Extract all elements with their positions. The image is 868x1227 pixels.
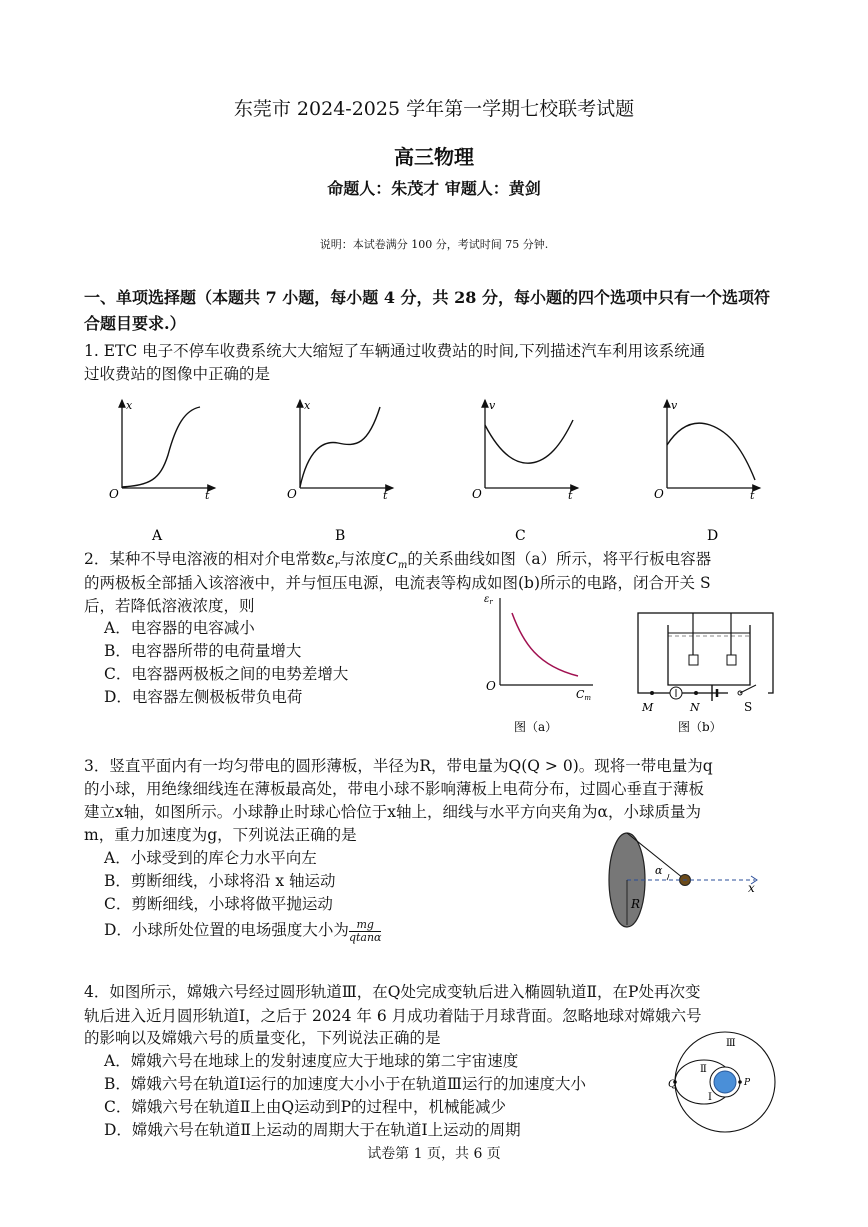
q4-orbit-figure <box>668 1030 778 1140</box>
q1-b-xaxis: t <box>383 489 388 502</box>
q2-line1: 2．某种不导电溶液的相对介电常数$\varepsilon_r$与浓度$C_m$的关系曲线如图（a）所示，将平行板电容器 <box>84 550 712 572</box>
q3-option-d: D．小球所处位置的电场强度大小为 $\frac{mg}{qtan\alpha}$ <box>104 917 382 944</box>
q1-line1: 1. ETC 电子不停车收费系统大大缩短了车辆通过收费站的时间,下列描述汽车利用该系统通 <box>84 342 706 360</box>
q1-d-label: D <box>707 528 719 544</box>
q1-graphs <box>100 395 800 545</box>
q2-option-c: C．电容器两极板之间的电势差增大 <box>104 665 349 683</box>
q4-point-q: Q <box>668 1079 677 1090</box>
q1-b-origin: O <box>287 487 297 501</box>
q2-option-a: A．电容器的电容减小 <box>104 619 255 637</box>
q3-line1: 3．竖直平面内有一均匀带电的圆形薄板，半径为R，带电量为Q(Q > 0)。现将一带电量为q <box>84 757 713 775</box>
q3-line2: 的小球，用绝缘细线连在薄板最高处，带电小球不影响薄板上电荷分布，过圆心垂直于薄板 <box>84 780 705 798</box>
q1-graph-c <box>472 399 578 544</box>
q4-option-c: C．嫦娥六号在轨道Ⅱ上由Q运动到P的过程中，机械能减少 <box>104 1098 507 1116</box>
q3-x-label: x <box>748 881 755 895</box>
q4-line2: 轨后进入近月圆形轨道Ⅰ，之后于 2024 年 6 月成功着陆于月球背面。忽略地球对嫦娥六号 <box>84 1007 702 1025</box>
q4-orbit-3: Ⅲ <box>726 1038 736 1049</box>
q1-b-label: B <box>335 528 346 544</box>
q2-figb-n: N <box>690 701 700 714</box>
q2-figa-origin: O <box>486 679 496 693</box>
q2-option-b: B．电容器所带的电荷量增大 <box>104 642 302 660</box>
q4-option-d: D．嫦娥六号在轨道Ⅱ上运动的周期大于在轨道Ⅰ上运动的周期 <box>104 1121 521 1139</box>
q2-fig-a <box>478 588 608 738</box>
q1-line2: 过收费站的图像中正确的是 <box>84 365 271 383</box>
q4-option-a: A．嫦娥六号在地球上的发射速度应大于地球的第二宇宙速度 <box>104 1052 519 1070</box>
q4-orbit-1: Ⅰ <box>708 1092 712 1103</box>
q4-point-p: P <box>744 1078 751 1088</box>
q3-figure <box>605 830 775 930</box>
q3-alpha: α <box>655 864 663 877</box>
q1-c-origin: O <box>472 487 482 501</box>
q4-line3: 的影响以及嫦娥六号的质量变化，下列说法正确的是 <box>84 1029 441 1047</box>
q4-line1: 4．如图所示，嫦娥六号经过圆形轨道Ⅲ，在Q处完成变轨后进入椭圆轨道Ⅱ，在P处再次变 <box>84 983 701 1001</box>
q2-fig-b <box>628 605 788 738</box>
q3-line4: m，重力加速度为g，下列说法正确的是 <box>84 826 357 844</box>
page-footer: 试卷第 1 页，共 6 页 <box>367 1146 501 1162</box>
q1-c-xaxis: t <box>568 489 573 502</box>
q3-option-c: C．剪断细线，小球将做平抛运动 <box>104 895 333 913</box>
exam-note: 说明：本试卷满分 100 分，考试时间 75 分钟. <box>319 238 549 251</box>
q1-b-yaxis: x <box>304 399 311 412</box>
q4-option-b: B．嫦娥六号在轨道Ⅰ运行的加速度大小小于在轨道Ⅲ运行的加速度大小 <box>104 1075 586 1093</box>
q2-figa-yaxis: $\varepsilon_r$ <box>484 594 493 606</box>
q2-line3: 后，若降低溶液浓度，则 <box>84 597 255 615</box>
exam-subject: 高三物理 <box>394 145 474 169</box>
q3-line3: 建立x轴，如图所示。小球静止时球心恰位于x轴上，细线与水平方向夹角为α，小球质量为 <box>84 803 701 821</box>
q3-r-label: R <box>631 897 641 911</box>
exam-authors: 命题人：朱茂才 审题人：黄剑 <box>327 179 541 198</box>
q4-orbit-2: Ⅱ <box>700 1064 707 1075</box>
q1-a-origin: O <box>109 487 119 501</box>
exam-title: 东莞市 2024-2025 学年第一学期七校联考试题 <box>233 98 635 120</box>
section-heading: 一、单项选择题（本题共 7 小题，每小题 4 分，共 28 分，每小题的四个选项中只有一个选项符合题目要求.） <box>84 288 770 333</box>
q2-figb-s: S <box>744 700 753 714</box>
q2-line2: 的两极板全部插入该溶液中，并与恒压电源，电流表等构成如图(b)所示的电路，闭合开关 S <box>84 574 711 592</box>
q2-figa-caption: 图（a） <box>514 720 558 734</box>
q2-figb-caption: 图（b） <box>678 720 722 734</box>
q1-graph-b <box>287 399 393 544</box>
q2-option-d: D．电容器左侧极板带负电荷 <box>104 688 303 706</box>
q3-option-b: B．剪断细线，小球将沿 x 轴运动 <box>104 872 336 890</box>
q1-d-origin: O <box>654 487 664 501</box>
q1-graph-d <box>654 399 760 544</box>
q2-figb-m: M <box>642 701 654 714</box>
q2-figa-xaxis: Cm <box>576 688 592 702</box>
q1-a-xaxis: t <box>205 489 210 502</box>
q1-d-yaxis: v <box>671 399 678 412</box>
q1-graph-a <box>109 399 215 544</box>
q1-c-yaxis: v <box>489 399 496 412</box>
q3-option-a: A．小球受到的库仑力水平向左 <box>104 849 317 867</box>
q1-a-label: A <box>152 528 163 544</box>
q1-a-yaxis: x <box>126 399 133 412</box>
q1-c-label: C <box>515 528 526 544</box>
q1-d-xaxis: t <box>750 489 755 502</box>
